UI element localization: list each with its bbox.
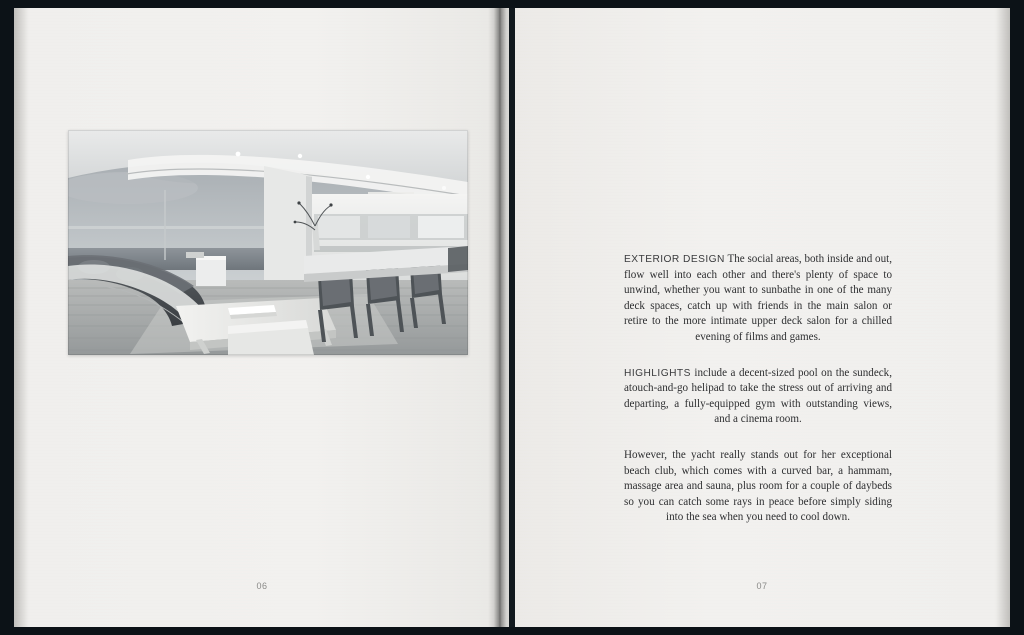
folio-right: 07 [756, 581, 768, 591]
paragraph-body-2: include a decent-sized pool on the sundeck, atouch-and-go helipad to take the stress out of arriving and departing, a fully-equipped gym with outstanding views, and a cinema room. [624, 366, 892, 426]
binding-edge-bottom [0, 627, 1024, 635]
paragraph-beach-club [624, 448, 892, 526]
paragraph-exterior-design [624, 252, 892, 346]
paragraph-body-3: However, the yacht really stands out for her exceptional beach club, which comes with a curved bar, a hammam, massage area and sauna, plus room for a couple of daybeds so you can catch some rays in peace before simply siding into the sea when you need to cool down. [624, 448, 892, 524]
folio-left: 06 [256, 581, 268, 591]
page-edge-shadow-left [12, 4, 28, 631]
paragraph-body-1: The social areas, both inside and out, flow well into each other and there's plenty of space to unwind, whether you want to sunbathe in one of the many deck spaces, catch up with friends in the main salon or retire to the more intimate upper deck salon for a chilled evening of films and games. [624, 253, 892, 343]
photo-image [68, 130, 468, 355]
lead-in-exterior-design: EXTERIOR DESIGN [624, 254, 725, 265]
body-text-column [624, 252, 892, 526]
book-spine [509, 0, 515, 627]
paragraph-highlights [624, 366, 892, 428]
yacht-main-salon-photo [68, 130, 468, 355]
book-cover-right-edge [1010, 0, 1024, 635]
lead-in-highlights: HIGHLIGHTS [624, 367, 691, 379]
binding-edge-top [0, 0, 1024, 8]
book-cover-left-edge [0, 0, 14, 635]
right-page [512, 4, 1012, 631]
left-page [12, 4, 512, 631]
